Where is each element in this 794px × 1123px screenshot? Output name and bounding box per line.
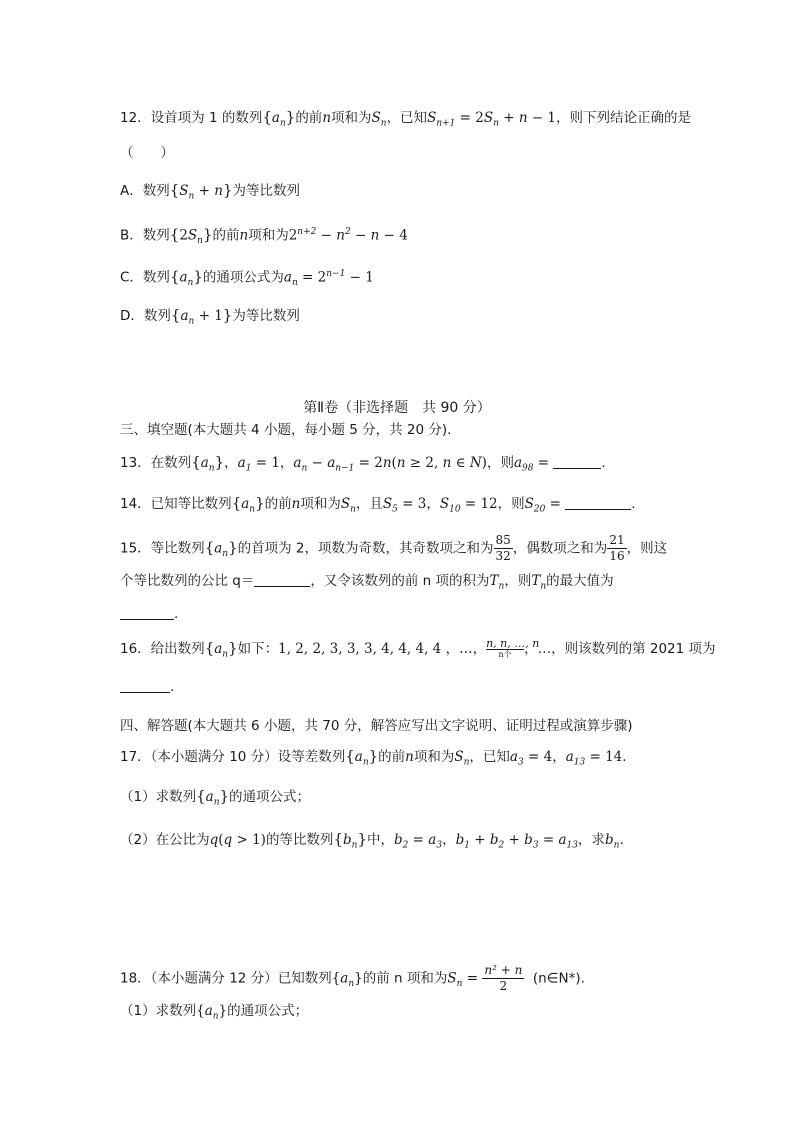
question-14: 14．已知等比数列$\{a_n\}$的前n项和为$S_n$，且$S_5 = 3$，$S_{10} = 12$，则$S_{20}$ = . bbox=[120, 494, 636, 515]
option-a-tail: 为等比数列 bbox=[232, 183, 300, 199]
q15-line-2: 个等比数列的公比 q＝ ，又令该数列的前 n 项的积为$T_n$，则$T_n$的最大值为 bbox=[120, 573, 614, 592]
q12-option-b[interactable]: B．数列$\{2S_n\}$的前n项和为$2^{n+2} - n^2 - n - 4$ bbox=[120, 225, 408, 247]
q15-ratio-blank[interactable] bbox=[254, 572, 310, 587]
option-a-label: A．数列 bbox=[120, 183, 170, 199]
q18-text-2: 的前 n 项和为 bbox=[362, 970, 448, 987]
q16-line-2: . bbox=[120, 677, 174, 697]
q16-sequence: 1, 2, 2, 3, 3, 3, 4, 4, 4, 4 ，…， bbox=[278, 641, 487, 657]
question-16: 16．给出数列$\{a_n\}$如下：1, 2, 2, 3, 3, 3, 4, 4, 4, 4 ，…，n, n, …, n n个 ，…，则该数列的第 2021 项为 bbox=[120, 636, 716, 660]
q13-answer-blank[interactable] bbox=[553, 454, 601, 469]
q12-option-d[interactable]: D．数列$\{a_n + 1\}$为等比数列 bbox=[120, 306, 300, 327]
q17-part1-text: （1）求数列 bbox=[120, 789, 197, 805]
q12-option-c[interactable]: C．数列$\{a_n\}$的通项公式为$a_n = 2^{n-1} - 1$ bbox=[120, 267, 374, 289]
question-18: 18．（本小题满分 12 分）已知数列$\{a_n\}$的前 n 项和为$S_n$ = $\frac{\text{n² + n}}{2}$ (n∈N*). bbox=[120, 963, 585, 993]
option-b-label: B．数列 bbox=[120, 227, 170, 244]
q17-text-2: 的前 bbox=[378, 749, 406, 765]
fill-in-heading: 三、填空题(本大题共 4 小题，每小题 5 分，共 20 分). bbox=[120, 422, 452, 438]
q15-text-4: ，则这 bbox=[626, 540, 668, 557]
option-c-label: C．数列 bbox=[120, 269, 170, 286]
q15-text-8: 的最大值为 bbox=[546, 573, 614, 589]
q12-text-5: ，则下列结论正确的是 bbox=[556, 110, 692, 126]
q16-text-3: ，…，则该数列的第 2021 项为 bbox=[524, 641, 716, 657]
q15-text-3: ，偶数项之和为 bbox=[512, 540, 608, 557]
option-d-label: D．数列 bbox=[120, 308, 171, 324]
q16-answer-blank[interactable] bbox=[120, 678, 170, 693]
option-d-tail: 为等比数列 bbox=[232, 308, 300, 324]
q17-part1-tail: 的通项公式； bbox=[229, 789, 311, 805]
q12-text-3: 项和为 bbox=[331, 110, 372, 126]
q18-text-1: 18．（本小题满分 12 分）已知数列 bbox=[120, 970, 332, 987]
q14-text-1: 14．已知等比数列 bbox=[120, 496, 232, 512]
q18-part1-tail: 的通项公式； bbox=[227, 1003, 309, 1019]
question-17: 17．（本小题满分 10 分）设等差数列$\{a_n\}$的前n项和为$S_n$，已知$a_3 = 4$，$a_{13} = 14$. bbox=[120, 747, 627, 768]
q12-text-4: ，已知 bbox=[386, 110, 428, 126]
q13-text-1: 13．在数列 bbox=[120, 455, 192, 471]
q14-text-6: ，则 bbox=[497, 496, 525, 512]
q17-part2-mid2: 中， bbox=[366, 832, 394, 848]
q15-line-3: . bbox=[120, 604, 178, 624]
q13-text-4: ，则 bbox=[486, 455, 514, 471]
q15-fraction-odd: $\frac{85}{32}$ bbox=[495, 533, 511, 563]
question-15: 15．等比数列$\{a_n\}$的首项为 2，项数为奇数，其奇数项之和为 $\frac{85}{32}$ ，偶数项之和为 $\frac{21}{16}$ ，则这 bbox=[120, 533, 668, 563]
q18-part1-text: （1）求数列 bbox=[120, 1003, 197, 1019]
q17-part2-text: （2）在公比为 bbox=[120, 832, 210, 848]
q16-text-2: 如下： bbox=[237, 641, 279, 657]
q15-text-2: 的首项为 2，项数为奇数，其奇数项之和为 bbox=[237, 540, 494, 557]
q17-text-1: 17．（本小题满分 10 分）设等差数列 bbox=[120, 749, 346, 765]
question-12: 12．设首项为 1 的数列$\{a_n\}$的前n项和为$S_n$，已知$S_{n+1} = 2S_n + n - 1$，则下列结论正确的是 bbox=[120, 108, 692, 129]
option-c-mid: 的通项公式为 bbox=[202, 269, 284, 286]
q15-max-blank[interactable] bbox=[120, 605, 174, 620]
q14-text-5: ， bbox=[426, 496, 440, 512]
question-13: 13．在数列$\{a_n\}$，$a_1 = 1$，$a_n - a_{n-1} = 2n(n \ge 2$, n ∈ N)，则$a_{98}$ = . bbox=[120, 453, 606, 474]
q17-part-1: （1）求数列$\{a_n\}$的通项公式； bbox=[120, 787, 311, 808]
q14-answer-blank[interactable] bbox=[565, 495, 631, 510]
q12-paren: （ ） bbox=[120, 145, 174, 161]
option-b-mid: 的前 bbox=[212, 227, 240, 244]
q17-part2-mid: 的等比数列 bbox=[265, 832, 334, 848]
q16-n-repeated-term: n, n, …, n n个 bbox=[486, 636, 540, 659]
q13-text-3: ， bbox=[279, 455, 294, 471]
q13-text-2: ， bbox=[224, 455, 238, 471]
q15-text-7: ，则 bbox=[504, 573, 532, 589]
answer-heading: 四、解答题(本大题共 6 小题，共 70 分，解答应写出文字说明、证明过程或演算步骤) bbox=[120, 718, 633, 734]
q18-part-1: （1）求数列$\{a_n\}$的通项公式； bbox=[120, 1003, 309, 1022]
q15-text-5: 个等比数列的公比 q＝ bbox=[120, 573, 255, 589]
q14-text-2: 的前 bbox=[264, 496, 292, 512]
q15-fraction-even: $\frac{21}{16}$ bbox=[609, 533, 625, 563]
q16-text-1: 16．给出数列 bbox=[120, 641, 205, 657]
q12-text-2: 的前 bbox=[295, 110, 323, 126]
q17-part-2: （2）在公比为q(q > 1)的等比数列$\{b_n\}$中，$b_2 = a_3$，$b_1 + b_2 + b_3 = a_{13}$，求$b_n$. bbox=[120, 830, 624, 851]
q18-fraction: $\frac{\text{n² + n}}{2}$ bbox=[484, 963, 523, 993]
q15-text-1: 15．等比数列 bbox=[120, 540, 205, 557]
q15-text-6: ，又令该数列的前 n 项的积为 bbox=[310, 573, 490, 589]
q12-option-a[interactable]: A．数列$\{S_n + n\}$为等比数列 bbox=[120, 181, 300, 202]
option-b-mid2: 项和为 bbox=[248, 227, 289, 244]
q17-text-3: 项和为 bbox=[413, 749, 455, 765]
q18-text-3: (n∈N*). bbox=[532, 970, 585, 987]
q12-text-1: 12．设首项为 1 的数列 bbox=[120, 110, 263, 126]
q14-text-4: ，且 bbox=[355, 496, 383, 512]
section-title: 第Ⅱ卷（非选择题 共 90 分） bbox=[303, 400, 491, 416]
q17-text-4: ，已知 bbox=[469, 749, 510, 765]
q14-text-3: 项和为 bbox=[300, 496, 341, 512]
